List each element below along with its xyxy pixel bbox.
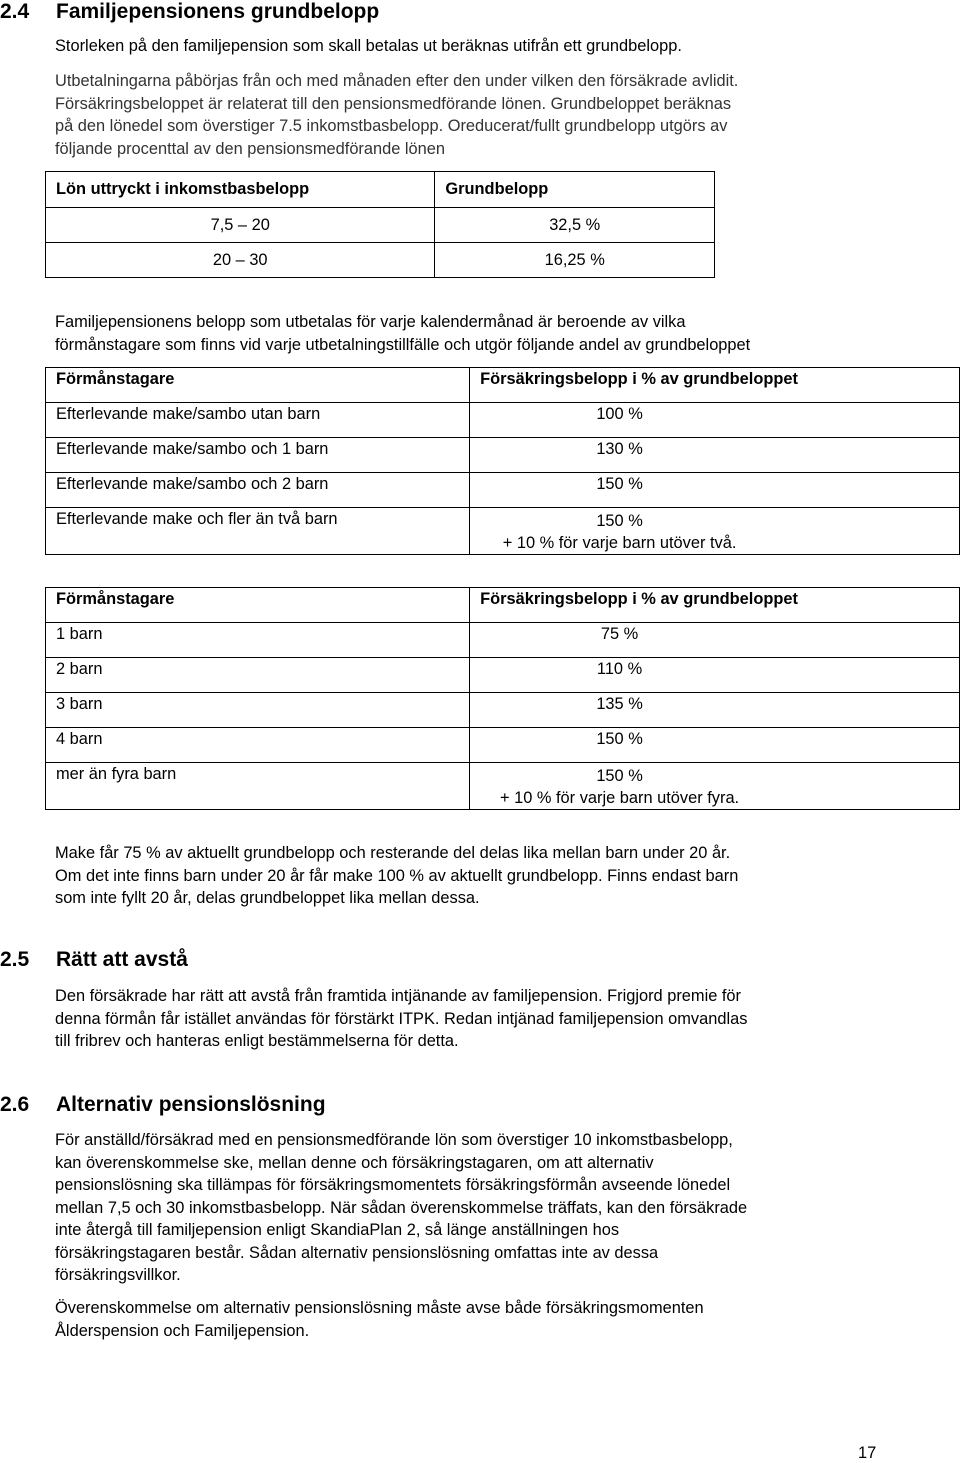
table-cell: 150 %	[470, 473, 960, 508]
paragraph-agreement	[55, 1297, 935, 1342]
table-row	[46, 208, 715, 243]
text-line: på den lönedel som överstiger 7.5 inkomstbasbelopp. Oreducerat/fullt grundbelopp utgörs av	[55, 117, 728, 135]
table-header-row	[46, 368, 960, 403]
text-line: kan överenskommelse ske, mellan denne och försäkringstagaren, om att alternativ	[55, 1153, 654, 1172]
text-line: Familjepensionens belopp som utbetalas för varje kalendermånad är beroende av vilka	[55, 313, 686, 331]
table-cell: mer än fyra barn	[46, 763, 470, 810]
table-header-cell: Förmånstagare	[46, 588, 470, 623]
section-heading-2-6	[0, 1093, 326, 1117]
text-line: inte återgå till familjepension enligt SkandiaPlan 2, så länge anställningen hos	[55, 1221, 620, 1239]
text-line: Ålderspension och Familjepension.	[55, 1321, 310, 1340]
table-cell: 7,5 – 20	[46, 208, 435, 243]
text-line: denna förmån får istället användas för förstärkt ITPK. Redan intjänad familjepension omvandlas	[55, 1009, 748, 1028]
paragraph-distribution	[55, 842, 935, 910]
table-cell: Efterlevande make/sambo och 2 barn	[46, 473, 470, 508]
table-cell: 3 barn	[46, 693, 470, 728]
text-line: För anställd/försäkrad med en pensionsmedförande lön som överstiger 10 inkomstbasbelopp,	[55, 1131, 733, 1149]
cell-line: + 10 % för varje barn utöver fyra.	[499, 789, 740, 807]
table-cell: 75 %	[470, 623, 960, 658]
salary-basic-amount-table	[45, 171, 715, 278]
table-cell: 135 %	[470, 693, 960, 728]
table-row	[46, 693, 960, 728]
cell-line: + 10 % för varje barn utöver två.	[502, 534, 737, 552]
text-line: som inte fyllt 20 år, delas grundbeloppet lika mellan dessa.	[55, 889, 480, 907]
table-cell: Efterlevande make/sambo utan barn	[46, 403, 470, 438]
table-cell: Efterlevande make och fler än två barn	[46, 508, 470, 555]
text-line: försäkringsvillkor.	[55, 1266, 181, 1284]
text-line: pensionslösning ska tillämpas för försäkringsmomentets försäkringsförmån avseende lönedel	[55, 1176, 731, 1194]
section-heading-2-5	[0, 948, 188, 972]
table-cell	[470, 508, 960, 555]
section-title: Alternativ pensionslösning	[56, 1093, 326, 1116]
table-cell: 2 barn	[46, 658, 470, 693]
table-header-cell: Grundbelopp	[435, 172, 715, 208]
text-line: försäkringstagaren består. Sådan alternativ pensionslösning omfattas inte av dessa	[55, 1243, 659, 1262]
table-cell: 16,25 %	[435, 243, 715, 278]
children-beneficiary-table	[45, 587, 960, 810]
text-line: Make får 75 % av aktuellt grundbelopp och resterande del delas lika mellan barn under 20 år.	[55, 844, 731, 862]
table-cell	[470, 763, 960, 810]
table-cell: 150 %	[470, 728, 960, 763]
table-cell: 110 %	[470, 658, 960, 693]
paragraph-alternative-solution	[55, 1129, 935, 1287]
paragraph-beneficiaries	[55, 311, 935, 356]
table-header-cell: Försäkringsbelopp i % av grundbeloppet	[470, 588, 960, 623]
table-cell: 100 %	[470, 403, 960, 438]
table-cell: Efterlevande make/sambo och 1 barn	[46, 438, 470, 473]
paragraph-insurance-amount	[55, 70, 935, 160]
table-cell: 4 barn	[46, 728, 470, 763]
table-header-cell: Försäkringsbelopp i % av grundbeloppet	[470, 368, 960, 403]
table-cell: 32,5 %	[435, 208, 715, 243]
paragraph-waive-right	[55, 985, 935, 1053]
table-header-row	[46, 588, 960, 623]
table-cell: 1 barn	[46, 623, 470, 658]
text-line: Den försäkrade har rätt att avstå från framtida intjänande av familjepension. Frigjord premie för	[55, 987, 742, 1005]
section-heading-2-4	[0, 0, 379, 24]
page-number: 17	[858, 1444, 877, 1462]
section-title: Rätt att avstå	[56, 948, 188, 971]
intro-paragraph	[55, 35, 935, 58]
text-line: följande procenttal av den pensionsmedförande lönen	[55, 139, 446, 158]
table-header-cell: Lön uttryckt i inkomstbasbelopp	[46, 172, 435, 208]
section-number: 2.4	[0, 0, 30, 23]
section-title: Familjepensionens grundbelopp	[56, 0, 380, 23]
text-line: förmånstagare som finns vid varje utbetalningstillfälle och utgör följande andel av grundbeloppet	[55, 335, 751, 354]
table-row	[46, 728, 960, 763]
table-row	[46, 243, 715, 278]
section-number: 2.5	[0, 948, 30, 971]
table-row	[46, 623, 960, 658]
text-line: mellan 7,5 och 30 inkomstbasbelopp. När sådan överenskommelse träffats, kan den försäkrade	[55, 1198, 748, 1217]
table-row	[46, 438, 960, 473]
table-header-row	[46, 172, 715, 208]
table-row	[46, 508, 960, 555]
text-line: Överenskommelse om alternativ pensionslösning måste avse både försäkringsmomenten	[55, 1299, 704, 1317]
spouse-beneficiary-table	[45, 367, 960, 555]
table-row	[46, 763, 960, 810]
table-cell: 20 – 30	[46, 243, 435, 278]
text-line: Storleken på den familjepension som skall betalas ut beräknas utifrån ett grundbelopp.	[55, 37, 682, 55]
text-line: Utbetalningarna påbörjas från och med månaden efter den under vilken den försäkrade avlidit.	[55, 72, 739, 90]
table-header-cell: Förmånstagare	[46, 368, 470, 403]
table-row	[46, 658, 960, 693]
table-row	[46, 473, 960, 508]
cell-line: 150 %	[596, 512, 643, 530]
table-row	[46, 403, 960, 438]
table-cell: 130 %	[470, 438, 960, 473]
text-line: Om det inte finns barn under 20 år får make 100 % av aktuellt grundbelopp. Finns endast barn	[55, 866, 739, 885]
cell-line: 150 %	[596, 767, 643, 785]
text-line: Försäkringsbeloppet är relaterat till den pensionsmedförande lönen. Grundbeloppet beräknas	[55, 94, 732, 113]
section-number: 2.6	[0, 1093, 30, 1116]
text-line: till fribrev och hanteras enligt bestämmelserna för detta.	[55, 1032, 459, 1050]
